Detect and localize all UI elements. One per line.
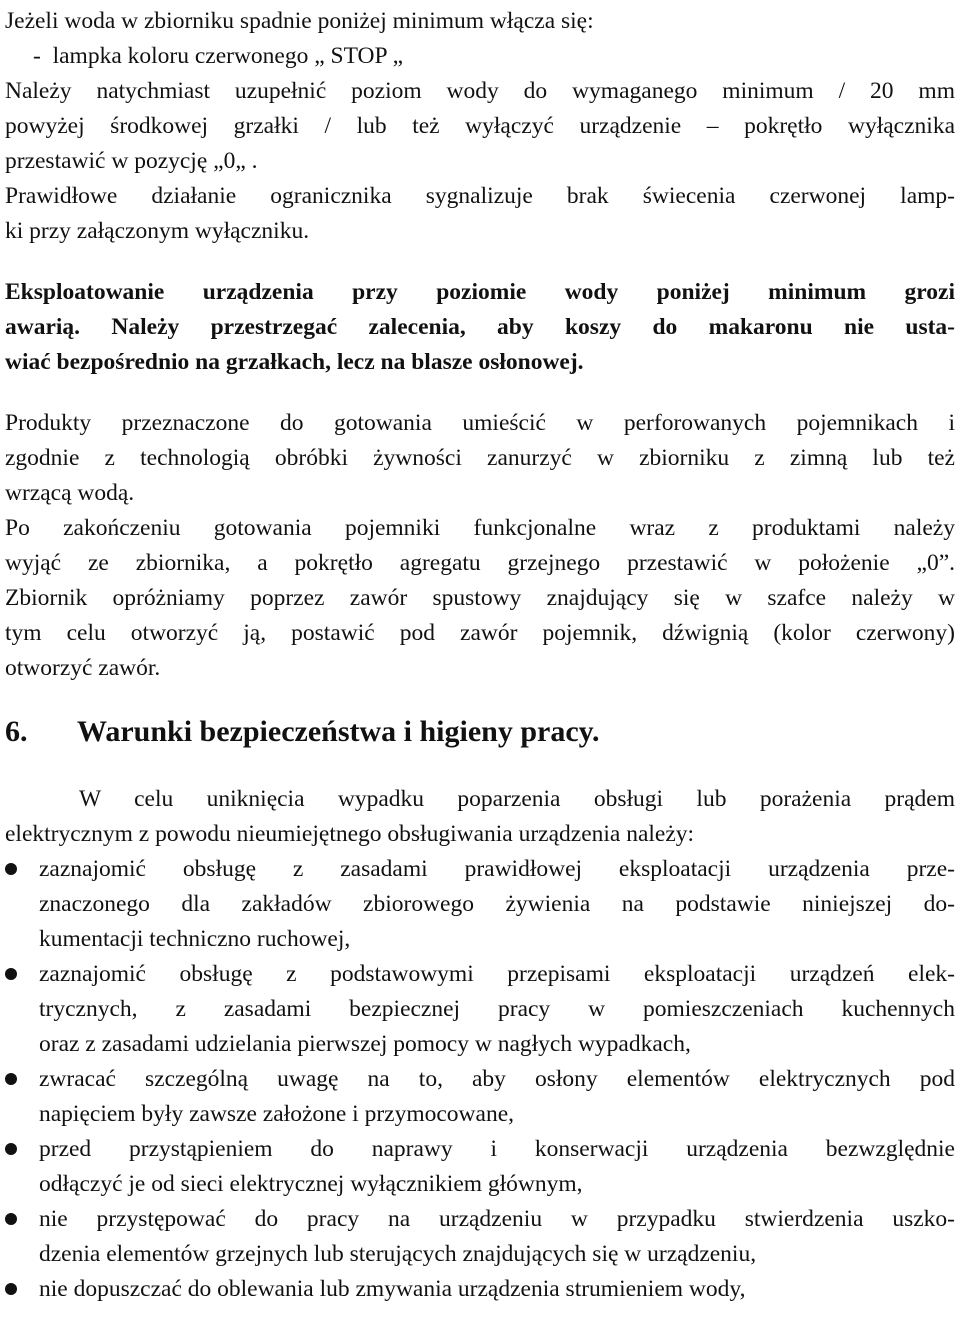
bullet-icon (5, 968, 17, 980)
bullet-icon (5, 1143, 17, 1155)
spacer (5, 686, 955, 712)
list-item-line: zaznajomić obsługę z zasadami prawidłowej eksploatacji urządzenia prze- (39, 856, 955, 882)
warning-line-2: awarią. Należy przestrzegać zalecenia, aby koszy do makaronu nie usta- (5, 314, 955, 340)
list-item (5, 1202, 955, 1272)
procedure-line-5: wyjąć ze zbiornika, a pokrętło agregatu grzejnego przestawić w położenie „0”. (5, 550, 955, 576)
spacer (5, 752, 955, 782)
section-heading (5, 712, 955, 752)
list-item-line: kumentacji techniczno ruchowej, (39, 926, 351, 952)
bullet-icon (5, 1073, 17, 1085)
intro-line-4: powyżej środkowej grzałki / lub też wyłączyć urządzenie – pokrętło wyłącznika (5, 113, 955, 139)
procedure-line-3: wrzącą wodą. (5, 480, 135, 506)
warning-line-3: wiać bezpośrednio na grzałkach, lecz na blasze osłonowej. (5, 349, 584, 375)
section-intro-line-1: W celu uniknięcia wypadku poparzenia obsługi lub porażenia prądem (79, 786, 955, 812)
bullet-icon (5, 1213, 17, 1225)
procedure-line-1: Produkty przeznaczone do gotowania umieścić w perforowanych pojemnikach i (5, 410, 955, 436)
list-item-line: przed przystąpieniem do naprawy i konserwacji urządzenia bezwzględnie (39, 1136, 955, 1162)
procedure-line-6: Zbiornik opróżniamy poprzez zawór spustowy znajdujący się w szafce należy w (5, 585, 955, 611)
document-page (5, 4, 955, 1307)
list-item (5, 852, 955, 957)
list-item (5, 1132, 955, 1202)
intro-dash-item: - lampka koloru czerwonego „ STOP „ (33, 43, 404, 69)
list-item (5, 1272, 955, 1307)
intro-line-5: przestawić w pozycję „0„ . (5, 148, 258, 174)
list-item (5, 957, 955, 1062)
section-number: 6. (5, 715, 28, 748)
list-item-line: dzenia elementów grzejnych lub sterujących znajdujących się w urządzeniu, (39, 1241, 757, 1267)
section-intro-line-2: elektrycznym z powodu nieumiejętnego obsługiwania urządzenia należy: (5, 821, 695, 847)
procedure-line-7: tym celu otworzyć ją, postawić pod zawór pojemnik, dźwignią (kolor czerwony) (5, 620, 955, 646)
bullet-icon (5, 1283, 17, 1295)
list-item (5, 1062, 955, 1132)
intro-line-7: ki przy załączonym wyłączniku. (5, 218, 310, 244)
list-item-line: zaznajomić obsługę z podstawowymi przepisami eksploatacji urządzeń elek- (39, 961, 955, 987)
safety-rules-list (5, 852, 955, 1307)
spacer (5, 380, 955, 406)
spacer (5, 249, 955, 275)
intro-line-6: Prawidłowe działanie ogranicznika sygnalizuje brak świecenia czerwonej lamp- (5, 183, 955, 209)
procedure-line-2: zgodnie z technologią obróbki żywności zanurzyć w zbiorniku z zimną lub też (5, 445, 955, 471)
list-item-line: znaczonego dla zakładów zbiorowego żywienia na podstawie niniejszej do- (39, 891, 955, 917)
warning-line-1: Eksploatowanie urządzenia przy poziomie wody poniżej minimum grozi (5, 279, 955, 305)
list-item-line: zwracać szczególną uwagę na to, aby osłony elementów elektrycznych pod (39, 1066, 955, 1092)
list-item-line: odłączyć je od sieci elektrycznej wyłącznikiem głównym, (39, 1171, 583, 1197)
list-item-line: nie przystępować do pracy na urządzeniu w przypadku stwierdzenia uszko- (39, 1206, 955, 1232)
section-title: Warunki bezpieczeństwa i higieny pracy. (77, 715, 600, 748)
bullet-icon (5, 863, 17, 875)
list-item-line: napięciem były zawsze założone i przymocowane, (39, 1101, 515, 1127)
list-item-line: trycznych, z zasadami bezpiecznej pracy w pomieszczeniach kuchennych (39, 996, 955, 1022)
list-item-line: oraz z zasadami udzielania pierwszej pomocy w nagłych wypadkach, (39, 1031, 691, 1057)
procedure-line-8: otworzyć zawór. (5, 655, 161, 681)
procedure-line-4: Po zakończeniu gotowania pojemniki funkcjonalne wraz z produktami należy (5, 515, 955, 541)
intro-line-3: Należy natychmiast uzupełnić poziom wody do wymaganego minimum / 20 mm (5, 78, 955, 104)
intro-line-1: Jeżeli woda w zbiorniku spadnie poniżej minimum włącza się: (5, 8, 594, 34)
list-item-line: nie dopuszczać do oblewania lub zmywania urządzenia strumieniem wody, (39, 1276, 746, 1302)
